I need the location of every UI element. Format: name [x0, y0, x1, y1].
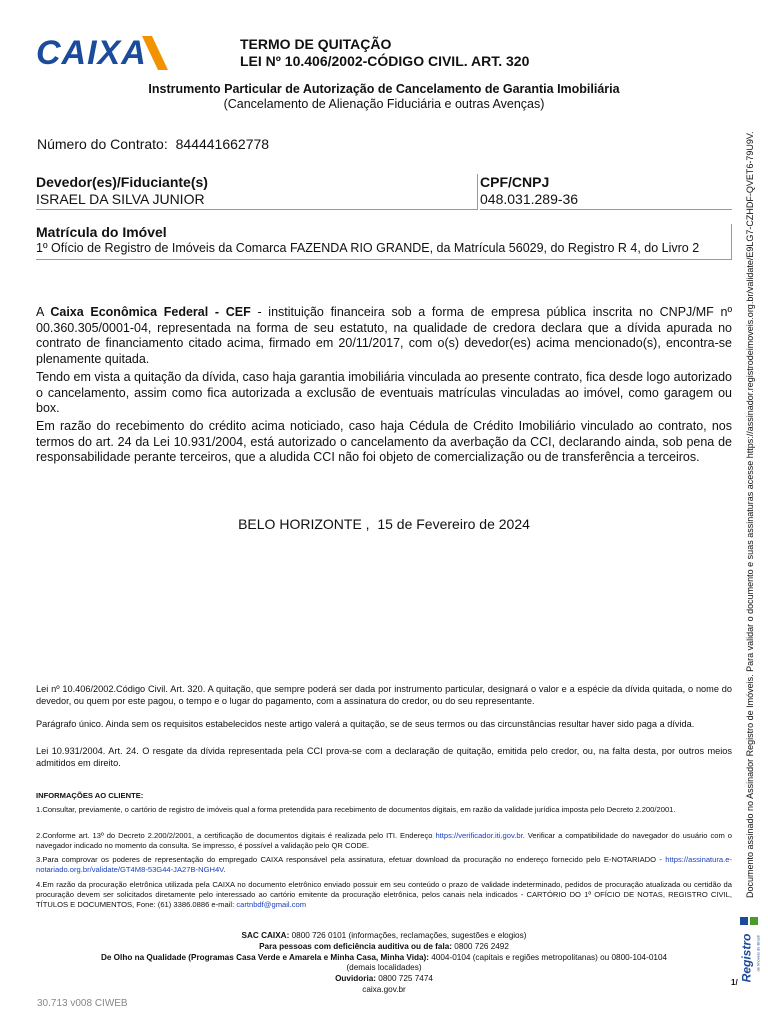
debtor-label: Devedor(es)/Fiduciante(s): [36, 174, 208, 190]
info-title: INFORMAÇÕES AO CLIENTE:: [36, 791, 144, 800]
enotariado-link[interactable]: https://assinatura.e-notariado.org.br/validate/GT4M8-53G44-JA27B-NGH4V: [36, 855, 732, 874]
info-3-text-b: .: [223, 865, 226, 874]
footer-sac: [0, 931, 768, 942]
subtitle-line-2: (Cancelamento de Alienação Fiduciária e outras Avenças): [223, 97, 545, 111]
info-2-text-b: . Verificar a compatibilidade do navegador do usuário com o navegador indicado no momento da consulta. Se impresso, é possível a validação pelo QR CODE.: [36, 831, 732, 850]
registro-logo-text: Registro: [739, 933, 754, 983]
property-value: 1º Ofício de Registro de Imóveis da Comarca FAZENDA RIO GRANDE, da Matrícula 56029, do Registro R 4, do Livro 2: [36, 241, 700, 255]
contract-label: Número do Contrato:: [37, 136, 168, 152]
document-subtitle: [0, 82, 768, 112]
info-4-text-a: 4.Em razão da procuração eletrônica utilizada pela CAIXA no documento eletrônico enviado possuir em seu conteúdo o prazo de validade indeterminado, pedidos de procuração atualizada ou certidão da procuração devem ser solicitados diretamente pelo interessado ao cartório emitente da procuração eletrônica, pelos canais nela indicados - CARTÓRIO DO 1º OFÍCIO DE NOTAS, REGISTRO CIVIL, TÍTULOS E DOCUMENTOS, Fone: (61) 3386.0886 e-mail:: [36, 880, 732, 909]
caixa-logo-text: CAIXA: [36, 34, 147, 72]
law-text-1: Lei nº 10.406/2002.Código Civil. Art. 320. A quitação, que sempre poderá ser dada por instrumento particular, designará o valor e a espécie da dívida quitada, o nome do devedor, ou quem por este pagou, o tempo e o lugar do pagamento, com a assinatura do credor, ou do seu representante.: [36, 684, 732, 706]
property-registration: [36, 224, 732, 260]
contract-number: [37, 136, 269, 152]
paragraph-2: Tendo em vista a quitação da dívida, caso haja garantia imobiliária vinculada ao presente contrato, fica desde logo autorizado o cancelamento, assim como fica autorizada a exclusão de eventuais matrículas vinculadas ao imóvel, como garagem ou box.: [36, 370, 732, 415]
info-3-text-a: 3.Para comprovar os poderes de representação do empregado CAIXA responsável pela assinatura, efetuar download da procuração no endereço fornecido pelo E-NOTARIADO -: [36, 855, 666, 864]
sac-value: 0800 726 0101 (informações, reclamações, sugestões e elogios): [289, 931, 527, 940]
place-date: BELO HORIZONTE , 15 de Fevereiro de 2024: [238, 516, 530, 532]
qual-value: 4004-0104 (capitais e regiões metropolitanas) ou 0800-104-0104: [429, 952, 668, 962]
contract-value: 844441662778: [175, 136, 270, 152]
party-table: [36, 174, 732, 210]
version-code: 30.713 v008 CIWEB: [37, 998, 128, 1009]
footer-ombudsman: [0, 974, 768, 985]
qual-label: De Olho na Qualidade (Programas Casa Verde e Amarela e Minha Casa, Minha Vida):: [100, 952, 429, 962]
law-text-3: Lei 10.931/2004. Art. 24. O resgate da dívida representada pela CCI prova-se com a declaração de quitação, emitida pelo credor, ou, na falta desta, por outros meios admitidos em direito.: [36, 746, 732, 768]
debtor-name: ISRAEL DA SILVA JUNIOR: [36, 191, 205, 207]
info-item-1: 1.Consultar, previamente, o cartório de registro de imóveis qual a forma pretendida para recebimento de documentos digitais, em razão da validade jurídica imposta pelo Decreto 2.200/2001.: [36, 805, 676, 814]
cpf-value: 048.031.289-36: [480, 191, 579, 207]
info-item-2: [36, 831, 732, 851]
p1-prefix: A: [36, 305, 51, 319]
page-number: 1/: [731, 978, 738, 987]
footer-deficiency: [0, 942, 768, 953]
def-value: 0800 726 2492: [452, 941, 509, 951]
subtitle-line-1: Instrumento Particular de Autorização de Cancelamento de Garantia Imobiliária: [148, 82, 620, 96]
ouv-label: Ouvidoria:: [335, 974, 377, 984]
info-item-3: [36, 855, 732, 875]
law-text-2: Parágrafo único. Ainda sem os requisitos estabelecidos neste artigo valerá a quitação, se de seus termos ou das circunstâncias resultar haver sido paga a dívida.: [36, 719, 695, 729]
signature-validation-note: Documento assinado no Assinador Registro de Imóveis. Para validar o documento e suas assinaturas acesse https://assinador.registrodeimoveis.org.br/validate/E9LG7-CZHDF-QVET6-79U9V.: [745, 131, 755, 898]
debtor-column: [36, 174, 478, 210]
paragraph-1: [36, 305, 732, 367]
iti-verifier-link[interactable]: https://verificador.iti.gov.br: [435, 831, 523, 840]
p1-rest: - instituição financeira sob a forma de empresa pública inscrita no CNPJ/MF nº 00.360.305/0001-04, representada na forma de seu estatuto, na qualidade de credora declara que a dívida apurada no contrato de financiamento citado acima, firmado em 20/11/2017, com o(s) devedor(es) acima mencionado(s), encontra-se plenamente quitada.: [36, 305, 733, 366]
sac-label: SAC CAIXA:: [241, 931, 290, 940]
title-line-1: TERMO DE QUITAÇÃO: [240, 36, 392, 52]
info-2-text-a: 2.Conforme art. 13º do Decreto 2.200/2/2001, a certificação de documentos digitais é realizada pelo ITI. Endereço: [36, 831, 436, 840]
property-label: Matrícula do Imóvel: [36, 224, 167, 240]
cpf-label: CPF/CNPJ: [480, 174, 550, 190]
caixa-x-accent-icon: [140, 36, 170, 70]
ouv-value: 0800 725 7474: [376, 974, 433, 984]
footer-quality: [0, 953, 768, 964]
registro-logo-subtext: de Imóveis do Brasil: [755, 935, 761, 972]
p1-bold: Caixa Econômica Federal - CEF: [50, 305, 251, 319]
title-line-2: LEI Nº 10.406/2002-CÓDIGO CIVIL. ART. 320: [240, 53, 530, 69]
registro-imoveis-logo: [736, 915, 764, 985]
cpf-column: [480, 174, 732, 210]
info-item-4: [36, 880, 732, 910]
paragraph-3: Em razão do recebimento do crédito acima noticiado, caso haja Cédula de Crédito Imobiliário vinculado ao contrato, nos termos do art. 24 da Lei 10.931/2004, está autorizado o cancelamento da averbação da CCI, declarando ainda, sob pena de responsabilidade perante terceiros, que a aludida CCI não foi objeto de comercialização ou de transferência a terceiros.: [36, 419, 732, 464]
email-link[interactable]: cartnbdf@gmail.com: [236, 900, 307, 909]
def-label: Para pessoas com deficiência auditiva ou de fala:: [259, 941, 452, 951]
document-title: [240, 36, 529, 70]
caixa-logo: [36, 36, 172, 70]
footer-contacts: [0, 931, 768, 996]
footer-site[interactable]: caixa.gov.br: [362, 984, 406, 994]
footer-quality-2: (demais localidades): [346, 963, 422, 973]
